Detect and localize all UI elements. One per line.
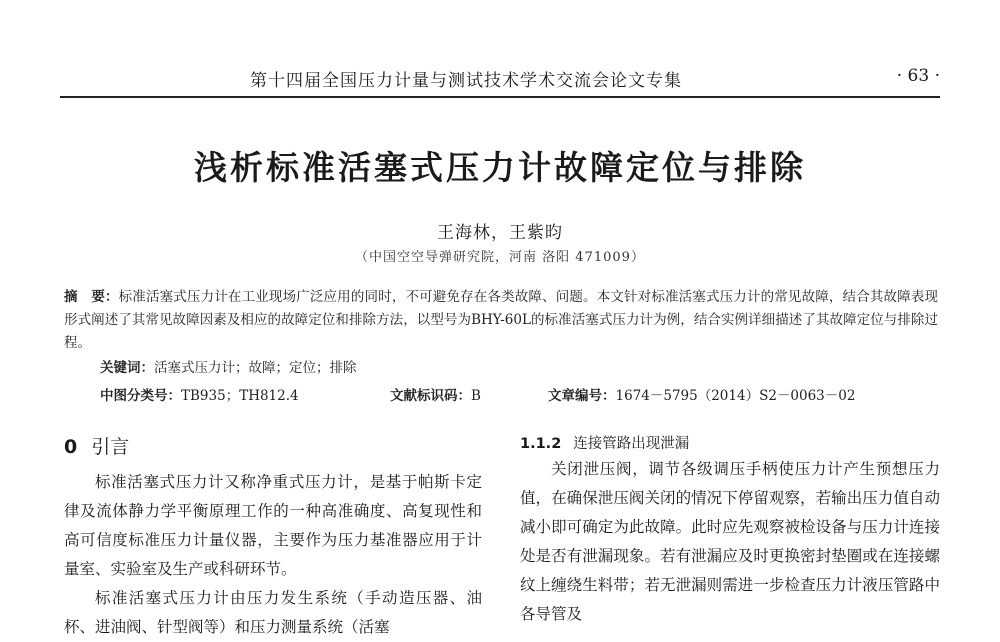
document-code-value: B — [471, 388, 481, 404]
keywords — [100, 356, 357, 376]
body-paragraph: 关闭泄压阀，调节各级调压手柄使压力计产生预想压力值，在确保泄压阀关闭的情况下停留观察，若输出压力值自动减小即可确定为此故障。此时应先观察被检设备与压力计连接处是否有泄漏现象。若有泄漏应及时更换密封垫圈或在连接螺纹上缠绕生料带；若无泄漏则需进一步检查压力计液压管路中各导管及 — [520, 460, 940, 623]
authors: 王海林，王紫昀 — [437, 223, 563, 243]
section-number: 0 — [64, 436, 78, 458]
clc-value: TB935；TH812.4 — [181, 388, 299, 404]
clc-label: 中图分类号： — [100, 388, 181, 404]
body-paragraph: 标准活塞式压力计由压力发生系统（手动造压器、油杯、进油阀、针型阀等）和压力测量系统（活塞 — [64, 589, 482, 636]
subsection-heading — [520, 432, 689, 453]
affiliation: （中国空空导弹研究院，河南 洛阳 471009） — [355, 250, 645, 265]
document-code-label: 文献标识码： — [390, 388, 471, 404]
abstract-text: 标准活塞式压力计在工业现场广泛应用的同时，不可避免存在各类故障、问题。本文针对标准活塞式压力计的常见故障，结合其故障表现形式阐述了其常见故障因素及相应的故障定位和排除方法，以型号为BHY-60L的标准活塞式压力计为例，结合实例详细描述了其故障定位与排除过程。 — [64, 289, 939, 351]
section-heading — [64, 432, 129, 459]
abstract — [64, 286, 938, 355]
left-column — [64, 468, 482, 642]
article-number-value: 1674－5795（2014）S2－0063－02 — [615, 388, 856, 404]
journal-title: 第十四届全国压力计量与测试技术学术交流会论文专集 — [250, 71, 682, 91]
section-title: 引言 — [91, 436, 130, 458]
running-header — [60, 62, 940, 98]
subsection-title: 连接管路出现泄漏 — [573, 436, 690, 452]
keywords-label: 关键词： — [100, 360, 154, 376]
clc-number — [100, 384, 299, 404]
keywords-text: 活塞式压力计；故障；定位；排除 — [154, 360, 357, 376]
article-number — [548, 384, 855, 404]
page-number: · 63 · — [896, 66, 940, 86]
paper-title: 浅析标准活塞式压力计故障定位与排除 — [194, 148, 806, 187]
article-number-label: 文章编号： — [548, 388, 616, 404]
abstract-label: 摘 要： — [64, 289, 119, 305]
subsection-number: 1.1.2 — [520, 436, 562, 452]
right-column — [520, 455, 940, 629]
body-paragraph: 标准活塞式压力计又称净重式压力计，是基于帕斯卡定律及流体静力学平衡原理工作的一种高准确度、高复现性和高可信度标准压力计量仪器，主要作为压力基准器应用于计量室、实验室及生产或科研环节。 — [64, 473, 482, 578]
document-code — [390, 384, 481, 404]
